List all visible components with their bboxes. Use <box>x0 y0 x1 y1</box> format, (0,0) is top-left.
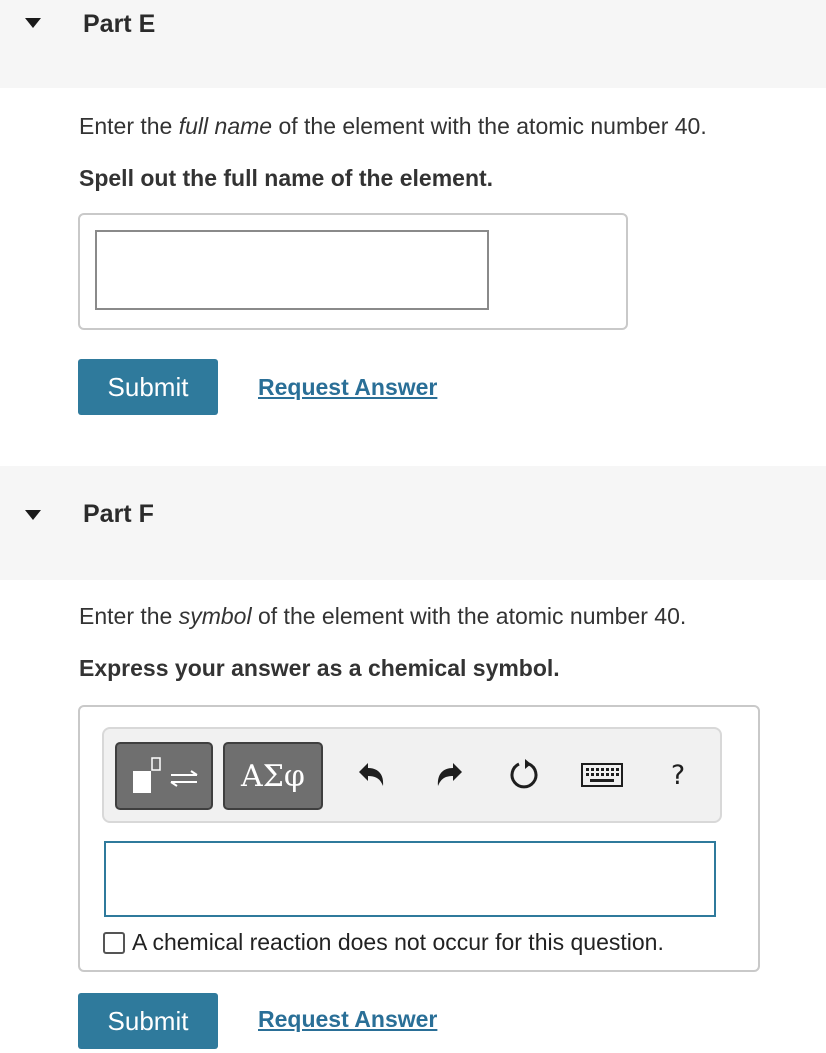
part-e-submit-button[interactable]: Submit <box>78 359 218 415</box>
undo-icon <box>356 759 388 791</box>
part-e-instruction: Spell out the full name of the element. <box>79 165 494 191</box>
collapse-caret-icon[interactable] <box>25 510 41 520</box>
part-e-header[interactable] <box>0 0 826 88</box>
part-f-submit-button[interactable]: Submit <box>78 993 218 1049</box>
part-e-prompt: Enter the full name of the element with the atomic number 40. <box>79 113 707 139</box>
part-e-request-answer-link[interactable]: Request Answer <box>258 374 438 400</box>
math-toolbar <box>102 727 722 823</box>
collapse-caret-icon[interactable] <box>25 18 41 28</box>
chemical-symbol-input[interactable] <box>104 841 716 917</box>
part-e-answer-box <box>78 213 628 330</box>
templates-button[interactable] <box>115 742 213 810</box>
templates-icon <box>117 744 211 808</box>
greek-symbols-icon: ΑΣφ <box>241 758 305 794</box>
reset-button[interactable] <box>506 757 542 793</box>
help-icon: ? <box>670 759 686 791</box>
part-f-header[interactable] <box>0 466 826 580</box>
redo-icon <box>433 759 465 791</box>
no-reaction-label: A chemical reaction does not occur for this question. <box>132 929 664 955</box>
part-f-prompt: Enter the symbol of the element with the atomic number 40. <box>79 603 687 629</box>
part-f-title: Part F <box>83 500 154 528</box>
keyboard-icon <box>581 763 623 787</box>
help-button[interactable] <box>660 757 696 793</box>
element-name-input[interactable] <box>95 230 489 310</box>
undo-button[interactable] <box>354 757 390 793</box>
keyboard-button[interactable] <box>580 757 624 793</box>
greek-symbols-button[interactable] <box>223 742 323 810</box>
part-f-instruction: Express your answer as a chemical symbol. <box>79 655 560 681</box>
redo-button[interactable] <box>431 757 467 793</box>
no-reaction-checkbox[interactable] <box>103 932 125 954</box>
part-e-title: Part E <box>83 10 156 38</box>
part-f-request-answer-link[interactable]: Request Answer <box>258 1006 438 1032</box>
reset-icon <box>507 758 541 792</box>
